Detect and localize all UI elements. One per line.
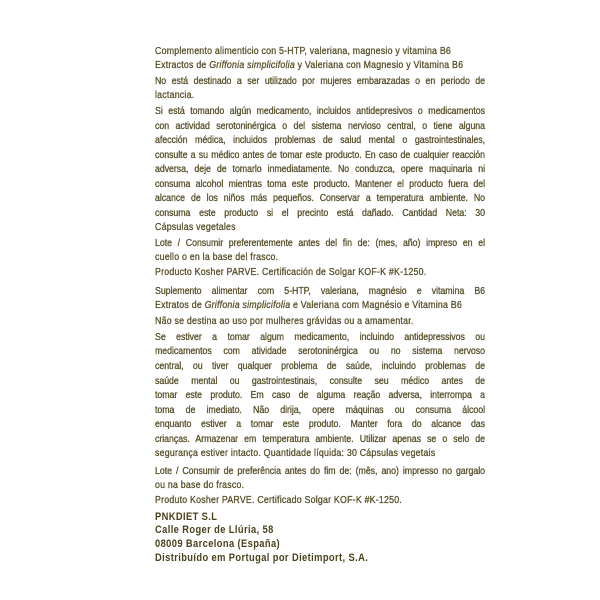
pt-lot-line: ou na base do frasco. — [155, 479, 245, 491]
pt-title-line: Suplemento alimentar com 5-HTP, valeriana, magnésio e vitamina B6 — [155, 286, 485, 298]
pt-warning-line: Se estiver a tomar algum medicamento, incluindo antidepressivos ou — [155, 331, 485, 343]
pt-pregnancy-block — [155, 315, 485, 329]
manufacturer-name: PNKDIET S.L — [155, 510, 218, 523]
es-pregnancy-block — [155, 75, 485, 103]
es-title-line: Complemento alimenticio con 5-HTP, valeriana, magnesio y vitamina B6 — [155, 46, 452, 57]
pt-subtitle-prefix: Extratos de — [155, 300, 205, 312]
es-warning-line: alcance de los niños más pequeños. Conservar a temperatura ambiente. No — [155, 193, 485, 205]
es-warning-line: Cápsulas vegetales — [155, 222, 236, 234]
pt-warning-line: enquanto estiver a tomar este produto. Manter fora do alcance das — [155, 419, 485, 431]
es-pregnancy-line: No está destinado a ser utilizado por mujeres embarazadas o en periodo de — [155, 76, 485, 87]
es-lot-block — [155, 237, 485, 265]
es-title-block — [155, 45, 485, 73]
es-lot-line: cuello o en la base del frasco. — [155, 251, 279, 263]
pt-warning-line: tomar este produto. Em caso de alguma reação adversa, interrompa a — [155, 390, 485, 402]
pt-warning-line: toma de imediato. Não dirija, opere máquinas ou consuma álcool — [155, 404, 485, 416]
es-kosher-block — [155, 266, 485, 280]
es-subtitle-suffix: y Valeriana con Magnesio y Vitamina B6 — [294, 60, 464, 71]
pt-latin-name-italic: Griffonia simplicifolia — [204, 300, 291, 312]
pt-pregnancy-line: Não se destina ao uso por mulheres grávidas ou a amamentar. — [155, 315, 414, 327]
manufacturer-city: 08009 Barcelona (España) — [155, 538, 281, 551]
es-subtitle-prefix: Extractos de — [155, 60, 210, 71]
es-kosher-line: Producto Kosher PARVE. Certificación de Solgar KOF-K #K-1250. — [155, 267, 427, 279]
es-subtitle-line — [155, 59, 485, 73]
manufacturer-street: Calle Roger de Llúria, 58 — [155, 524, 274, 537]
es-pregnancy-line: lactancia. — [155, 90, 195, 101]
es-warning-line: Si está tomando algún medicamento, incluidos antidepresivos o medicamentos — [155, 106, 485, 117]
es-warning-line: consuma este producto si el precinto está dañado. Cantidad Neta: 30 — [155, 207, 485, 219]
es-lot-line: Lote / Consumir preferentemente antes del fin de: (mes, año) impreso en el — [155, 237, 485, 249]
es-latin-name-italic: Griffonia simplicifolia — [209, 60, 295, 71]
pt-lot-line: Lote / Consumir de preferência antes do fim de: (mês, ano) impresso no gargalo — [155, 465, 485, 477]
pt-kosher-block — [155, 494, 485, 508]
pt-kosher-line: Produto Kosher PARVE. Certificado Solgar KOF-K #K-1250. — [155, 495, 403, 507]
pt-warning-line: medicamentos com atividade serotoninérgica ou no sistema nervoso — [155, 346, 485, 358]
es-warning-block — [155, 105, 485, 236]
pt-subtitle-suffix: e Valeriana com Magnésio e Vitamina B6 — [290, 300, 462, 312]
pt-subtitle-line — [155, 299, 485, 313]
es-warning-line: consulte a su médico antes de tomar este producto. En caso de cualquier reacción — [155, 149, 485, 161]
es-warning-line: afección médica, incluidos problemas de salud mental o gastrointestinales, — [155, 135, 485, 147]
pt-warning-block — [155, 331, 485, 462]
pt-warning-line: saúde mental ou gastrointestinais, consulte seu médico antes de — [155, 375, 485, 387]
manufacturer-address-block — [155, 511, 485, 565]
supplement-label — [155, 45, 485, 565]
es-warning-line: adversa, deje de tomarlo inmediatamente. No conduzca, opere maquinaria ni — [155, 164, 485, 176]
pt-warning-line: segurança estiver intacto. Quantidade líquida: 30 Cápsulas vegetais — [155, 448, 436, 460]
es-warning-line: con actividad serotoninérgica o del sistema nervioso central, o tiene alguna — [155, 120, 485, 132]
pt-lot-block — [155, 465, 485, 493]
es-warning-line: consuma alcohol mientras toma este producto. Mantener el producto fuera del — [155, 178, 485, 190]
pt-title-block — [155, 285, 485, 313]
distributor-line: Distribuído em Portugal por Dietimport, S.A. — [155, 551, 369, 564]
pt-warning-line: central, ou tiver qualquer problema de saúde, incluindo problemas de — [155, 361, 485, 373]
pt-warning-line: crianças. Armazenar em temperatura ambiente. Utilizar apenas se o selo de — [155, 433, 485, 445]
